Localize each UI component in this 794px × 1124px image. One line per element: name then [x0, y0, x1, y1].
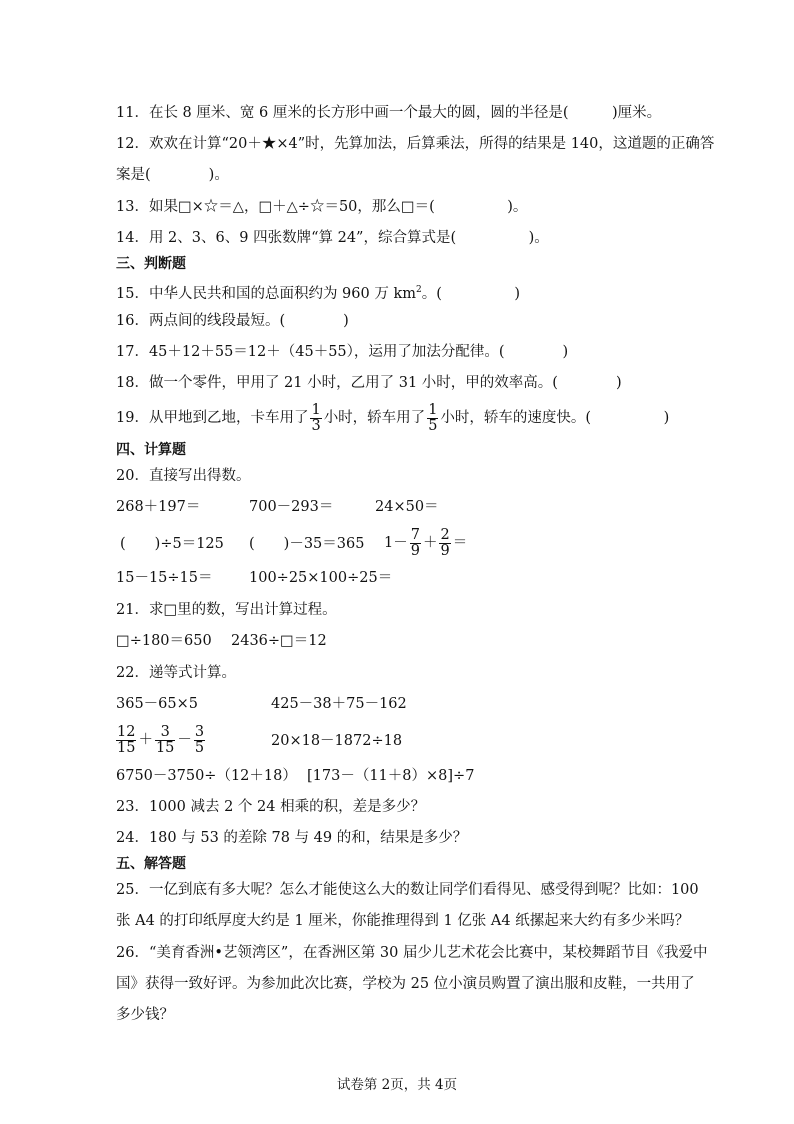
question-19 — [116, 401, 669, 435]
calc-22-r3c2: [173－（11＋8）×8]÷7 — [307, 768, 475, 784]
section-3-title: 三、判断题 — [116, 256, 186, 272]
page-footer: 试卷第 2页，共 4页 — [336, 1077, 458, 1093]
fraction-numerator: 3 — [194, 723, 205, 740]
calc-20-r2c3-op: ＋ — [422, 535, 438, 551]
fraction-one-fifth — [427, 403, 438, 434]
question-12-line1: 12．欢欢在计算“20＋★×4”时，先算加法，后算乘法，所得的结果是 140，这道题的正确答 — [116, 136, 715, 152]
fraction-denominator: 3 — [311, 417, 321, 434]
section-5-title: 五、解答题 — [116, 856, 186, 872]
calc-22-r2c1-op1: ＋ — [138, 732, 153, 748]
question-15-text: 15．中华人民共和国的总面积约为 960 万 km — [116, 285, 416, 302]
fraction-denominator: 15 — [117, 739, 136, 756]
fraction-three-fifths — [194, 725, 205, 756]
question-26-line2: 国》获得一致好评。为参加此次比赛，学校为 25 位小演员购置了演出服和皮鞋，一共用了 — [116, 976, 695, 992]
question-21: 21．求□里的数，写出计算过程。 — [116, 602, 337, 618]
fraction-denominator: 15 — [155, 739, 175, 756]
question-19-part3: 小时，轿车的速度快。( ) — [440, 410, 670, 426]
calc-22-r3c1: 6750－3750÷（12＋18） — [116, 768, 297, 784]
calc-22-r2c1 — [114, 723, 207, 757]
question-23: 23．1000 减去 2 个 24 相乘的积，差是多少？ — [116, 799, 426, 815]
fraction-numerator: 1 — [311, 401, 321, 418]
calc-22-r1c1: 365－65×5 — [116, 696, 199, 712]
question-13: 13．如果□×☆＝△，□＋△÷☆＝50，那么□＝( )。 — [116, 199, 528, 215]
fraction-two-ninths — [439, 528, 450, 559]
fraction-numerator: 2 — [440, 526, 450, 543]
question-18: 18．做一个零件，甲用了 21 小时，乙用了 31 小时，甲的效率高。( ) — [116, 375, 622, 391]
question-20: 20．直接写出得数。 — [116, 468, 251, 484]
calc-20-r2c3 — [384, 526, 467, 560]
fraction-one-third — [310, 403, 321, 434]
calc-22-r2c2: 20×18－1872÷18 — [271, 733, 403, 749]
calc-20-r1c3: 24×50＝ — [375, 499, 439, 515]
calc-22-r1c2: 425－38＋75－162 — [271, 696, 407, 712]
calc-21-c2: 2436÷□＝12 — [231, 633, 327, 649]
fraction-denominator: 5 — [194, 739, 205, 756]
calc-20-r2c3-eq: ＝ — [452, 535, 468, 551]
calc-20-r3c1: 15－15÷15＝ — [116, 570, 213, 586]
calc-20-r2c1: ( )÷5＝125 — [120, 536, 224, 552]
fraction-denominator: 9 — [410, 542, 420, 559]
question-22: 22．递等式计算。 — [116, 665, 236, 681]
calc-20-r2c2: ( )－35＝365 — [249, 536, 365, 552]
question-19-part1: 19．从甲地到乙地，卡车用了 — [116, 410, 309, 426]
calc-21-c1: □÷180＝650 — [116, 633, 212, 649]
fraction-seven-ninths — [410, 528, 421, 559]
calc-20-r1c1: 268＋197＝ — [116, 499, 201, 515]
question-25-line2: 张 A4 的打印纸厚度大约是 1 厘米，你能推理得到 1 亿张 A4 纸摞起来大约有多少米吗？ — [116, 913, 690, 929]
fraction-numerator: 1 — [428, 401, 438, 418]
question-26-line1: 26．“美育香洲•艺领湾区”，在香洲区第 30 届少儿艺术花会比赛中，某校舞蹈节目《我爱中 — [116, 945, 708, 961]
question-25-line1: 25．一亿到底有多大呢？怎么才能使这么大的数让同学们看得见、感受得到呢？比如：100 — [116, 882, 699, 898]
question-14: 14．用 2、3、6、9 四张数牌“算 24”，综合算式是( )。 — [116, 230, 549, 246]
calc-20-r3c2: 100÷25×100÷25＝ — [249, 570, 393, 586]
question-24: 24．180 与 53 的差除 78 与 49 的和，结果是多少？ — [116, 830, 468, 846]
question-12-line2: 案是( )。 — [116, 167, 229, 183]
calc-20-r2c3-a: 1－ — [384, 535, 408, 551]
section-4-title: 四、计算题 — [116, 442, 186, 458]
fraction-numerator: 7 — [410, 526, 420, 543]
question-15 — [116, 280, 520, 304]
question-15-superscript: 2 — [416, 285, 422, 295]
fraction-twelve-fifteenths — [116, 725, 136, 756]
question-16: 16．两点间的线段最短。( ) — [116, 313, 349, 329]
fraction-numerator: 3 — [155, 725, 175, 741]
question-15-answer: 。( ) — [421, 285, 521, 302]
fraction-denominator: 9 — [440, 542, 450, 559]
question-26-line3: 多少钱？ — [116, 1007, 174, 1023]
question-11: 11．在长 8 厘米、宽 6 厘米的长方形中画一个最大的圆，圆的半径是( )厘米。 — [116, 105, 662, 121]
fraction-three-fifteenths — [155, 725, 175, 756]
calc-20-r1c2: 700－293＝ — [249, 499, 334, 515]
calc-22-r2c1-op2: － — [177, 732, 192, 748]
fraction-numerator: 12 — [117, 723, 136, 740]
fraction-denominator: 5 — [428, 417, 438, 434]
question-19-part2: 小时，轿车用了 — [323, 410, 426, 426]
question-17: 17．45＋12＋55＝12＋（45＋55），运用了加法分配律。( ) — [116, 344, 569, 360]
